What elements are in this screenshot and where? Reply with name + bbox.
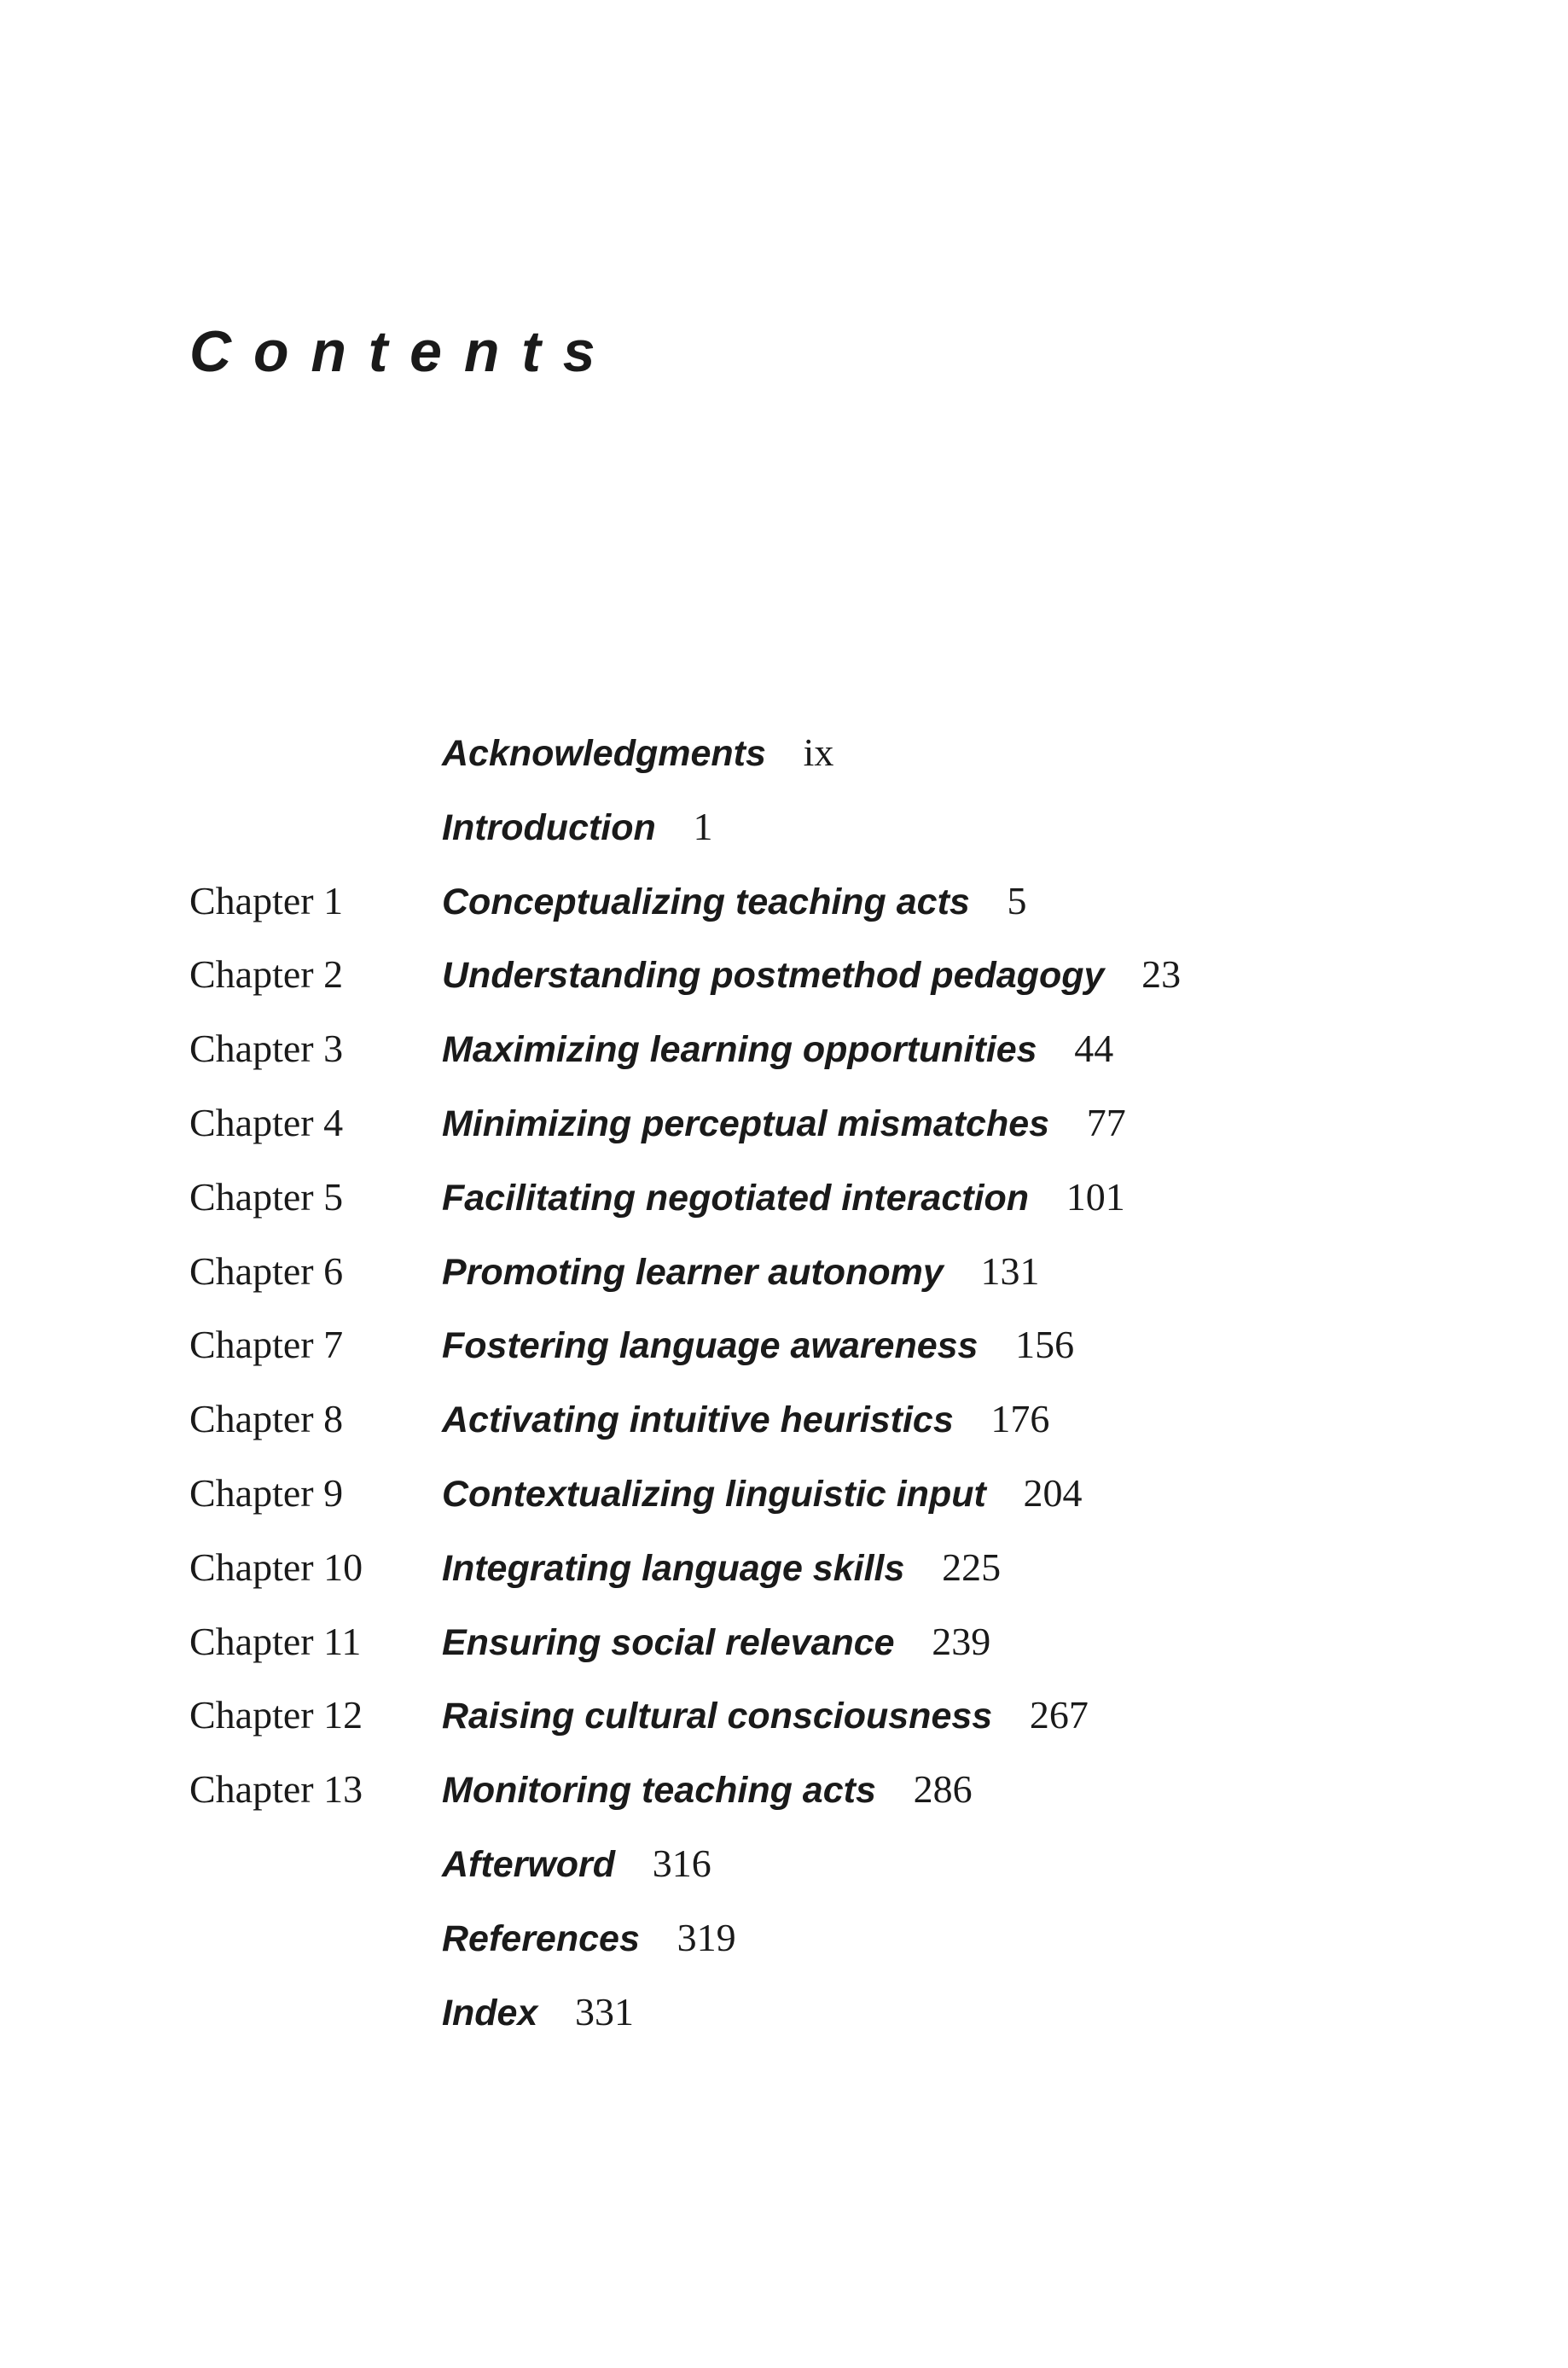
entry-title: Introduction bbox=[442, 806, 656, 848]
toc-entry[interactable] bbox=[189, 1470, 1469, 1545]
page-number: 225 bbox=[942, 1545, 1002, 1589]
entry-title: Minimizing perceptual mismatches bbox=[442, 1103, 1050, 1144]
table-of-contents bbox=[189, 730, 1469, 2063]
entry-title: Ensuring social relevance bbox=[442, 1621, 895, 1663]
chapter-label: Chapter 12 bbox=[189, 1693, 363, 1737]
page-number: 101 bbox=[1066, 1174, 1125, 1219]
page-number: 5 bbox=[1007, 878, 1027, 922]
page-number: 176 bbox=[990, 1397, 1050, 1441]
entry-title: Integrating language skills bbox=[442, 1547, 905, 1589]
toc-entry[interactable] bbox=[189, 1100, 1469, 1174]
page-number: ix bbox=[803, 730, 834, 774]
entry-title: Afterword bbox=[442, 1843, 616, 1885]
entry-title: Contextualizing linguistic input bbox=[442, 1473, 986, 1515]
chapter-label: Chapter 3 bbox=[189, 1027, 344, 1071]
page-number: 44 bbox=[1074, 1027, 1114, 1071]
page-number: 204 bbox=[1023, 1470, 1083, 1515]
chapter-label: Chapter 6 bbox=[189, 1248, 344, 1293]
chapter-label: Chapter 13 bbox=[189, 1767, 363, 1812]
chapter-label: Chapter 2 bbox=[189, 952, 344, 997]
toc-entry[interactable] bbox=[189, 1248, 1469, 1323]
toc-entry[interactable] bbox=[189, 878, 1469, 952]
toc-entry[interactable] bbox=[189, 1619, 1469, 1693]
entry-title: Fostering language awareness bbox=[442, 1325, 979, 1367]
toc-entry[interactable] bbox=[189, 1396, 1469, 1470]
entry-title: Understanding postmethod pedagogy bbox=[442, 955, 1105, 997]
page-number: 156 bbox=[1015, 1323, 1075, 1367]
page-number: 316 bbox=[652, 1841, 711, 1885]
page-number: 131 bbox=[980, 1248, 1040, 1293]
chapter-label: Chapter 5 bbox=[189, 1174, 344, 1219]
chapter-label: Chapter 4 bbox=[189, 1100, 344, 1144]
chapter-label: Chapter 11 bbox=[189, 1619, 362, 1663]
toc-entry[interactable] bbox=[189, 1026, 1469, 1100]
chapter-label: Chapter 9 bbox=[189, 1470, 344, 1515]
toc-entry[interactable] bbox=[189, 1989, 1469, 2063]
entry-title: Index bbox=[442, 1992, 538, 2033]
entry-title: Activating intuitive heuristics bbox=[442, 1399, 954, 1441]
entry-title: Maximizing learning opportunities bbox=[442, 1029, 1037, 1071]
entry-title: Promoting learner autonomy bbox=[442, 1251, 944, 1293]
entry-title: Facilitating negotiated interaction bbox=[442, 1177, 1030, 1219]
chapter-label: Chapter 8 bbox=[189, 1397, 344, 1441]
page-number: 331 bbox=[575, 1989, 634, 2033]
toc-entry[interactable] bbox=[189, 730, 1469, 804]
page-number: 77 bbox=[1086, 1100, 1126, 1144]
entry-title: Acknowledgments bbox=[442, 733, 766, 774]
page-number: 319 bbox=[677, 1915, 736, 1959]
toc-entry[interactable] bbox=[189, 1915, 1469, 1989]
page-number: 23 bbox=[1141, 952, 1182, 997]
toc-entry[interactable] bbox=[189, 1841, 1469, 1915]
entry-title: Monitoring teaching acts bbox=[442, 1770, 876, 1812]
page-number: 239 bbox=[932, 1619, 991, 1663]
page-number: 267 bbox=[1029, 1693, 1089, 1737]
page-number: 286 bbox=[913, 1767, 973, 1812]
toc-entry[interactable] bbox=[189, 1692, 1469, 1766]
page-title: Contents bbox=[189, 319, 618, 384]
toc-entry[interactable] bbox=[189, 1322, 1469, 1396]
entry-title: Raising cultural consciousness bbox=[442, 1696, 993, 1737]
toc-entry[interactable] bbox=[189, 951, 1469, 1026]
entry-title: Conceptualizing teaching acts bbox=[442, 881, 970, 922]
toc-entry[interactable] bbox=[189, 804, 1469, 878]
toc-entry[interactable] bbox=[189, 1766, 1469, 1841]
chapter-label: Chapter 10 bbox=[189, 1545, 363, 1589]
page-number: 1 bbox=[693, 804, 713, 848]
toc-entry[interactable] bbox=[189, 1174, 1469, 1248]
toc-entry[interactable] bbox=[189, 1545, 1469, 1619]
entry-title: References bbox=[442, 1917, 640, 1959]
chapter-label: Chapter 1 bbox=[189, 878, 344, 922]
chapter-label: Chapter 7 bbox=[189, 1323, 344, 1367]
